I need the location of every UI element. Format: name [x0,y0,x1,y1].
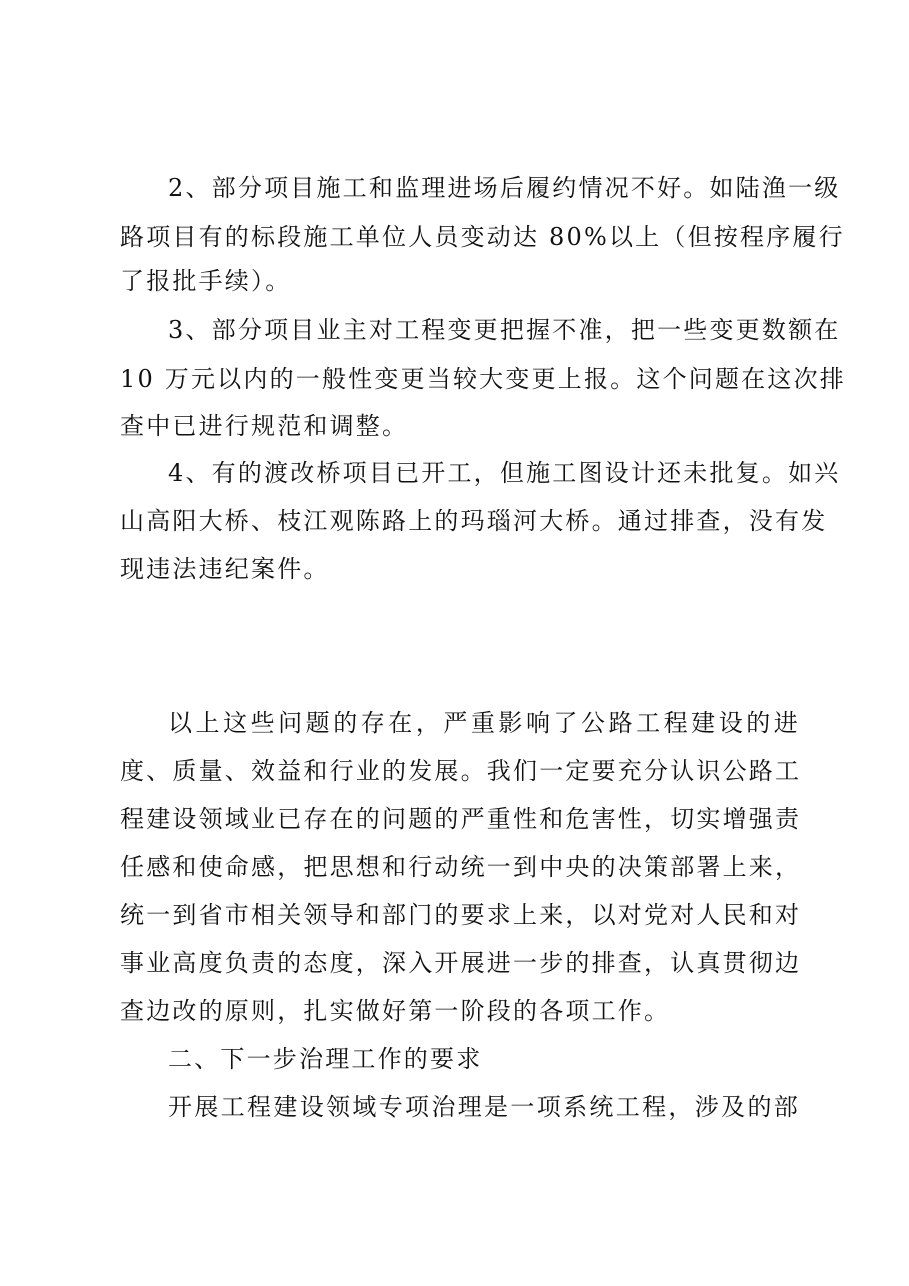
paragraph-5-line-4: 任感和使命感，把思想和行动统一到中央的决策部署上来， [120,853,802,881]
paragraph-5-line-5: 统一到省市相关领导和部门的要求上来，以对党对人民和对 [120,901,802,929]
paragraph-5-line-3: 程建设领域业已存在的问题的严重性和危害性，切实增强责 [120,805,802,833]
paragraph-3-line-2: 10 万元以内的一般性变更当较大变更上报。这个问题在这次排 [120,365,846,393]
paragraph-3-line-3: 查中已进行规范和调整。 [120,412,409,440]
paragraph-5-line-7: 查边改的原则，扎实做好第一阶段的各项工作。 [120,997,671,1025]
paragraph-4-line-3: 现违法违纪案件。 [120,555,330,583]
paragraph-2-line-3: 了报批手续）。 [120,267,292,295]
paragraph-4-line-1: 4、有的渡改桥项目已开工，但施工图设计还未批复。如兴 [168,459,841,487]
paragraph-4-line-2: 山高阳大桥、枝江观陈路上的玛瑙河大桥。通过排查，没有发 [120,507,828,535]
paragraph-2-line-2: 路项目有的标段施工单位人员变动达 80%以上（但按程序履行 [120,223,845,251]
paragraph-3-line-1: 3、部分项目业主对工程变更把握不准，把一些变更数额在 [168,316,841,344]
section-heading-2: 二、下一步治理工作的要求 [168,1045,483,1073]
paragraph-5-line-2: 度、质量、效益和行业的发展。我们一定要充分认识公路工 [120,757,802,785]
paragraph-5-line-1: 以上这些问题的存在，严重影响了公路工程建设的进 [168,709,800,737]
paragraph-6-line-1: 开展工程建设领域专项治理是一项系统工程，涉及的部 [168,1093,800,1121]
paragraph-2-line-1: 2、部分项目施工和监理进场后履约情况不好。如陆渔一级 [168,174,841,202]
paragraph-5-line-6: 事业高度负责的态度，深入开展进一步的排查，认真贯彻边 [120,949,802,977]
